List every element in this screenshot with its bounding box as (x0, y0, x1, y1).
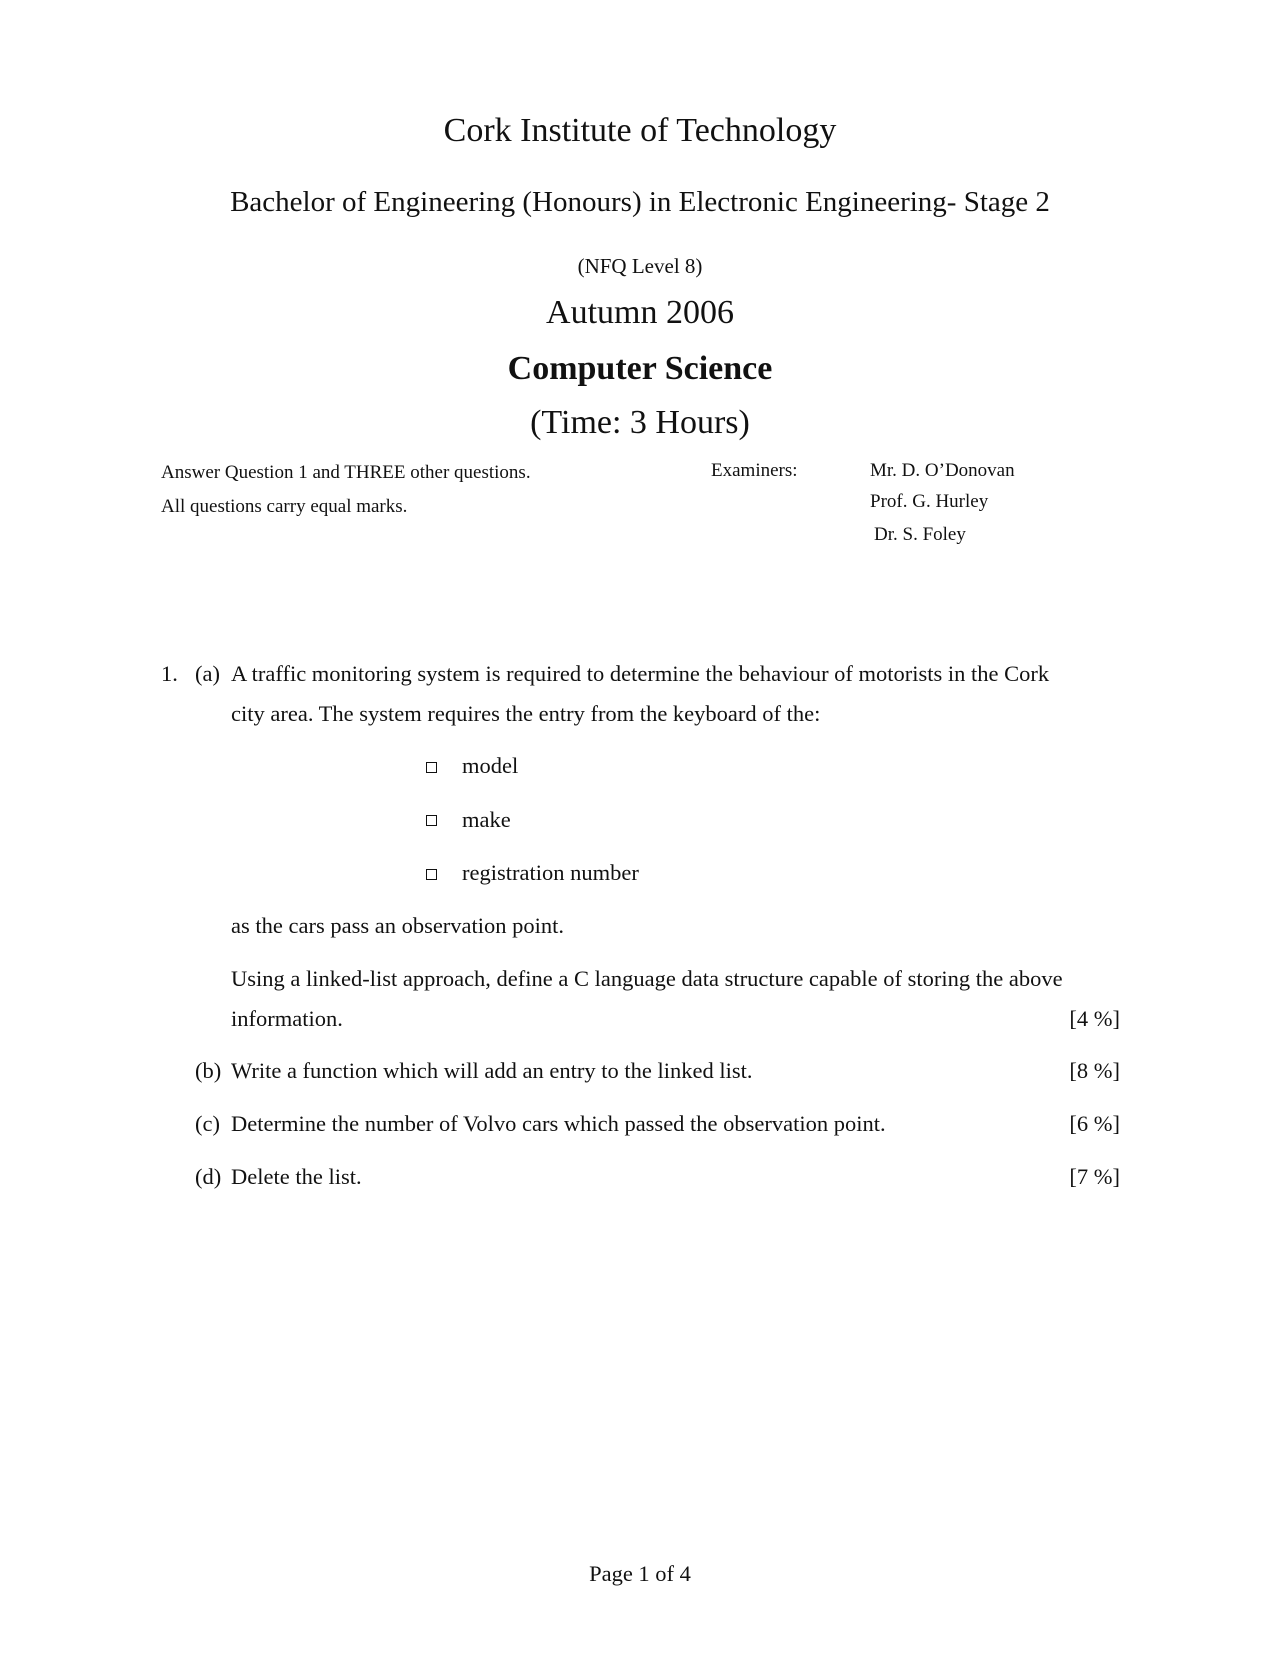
bullet-item: make (462, 807, 511, 832)
part-d-marks: [7 %] (1069, 1164, 1120, 1189)
part-a-text-line: information. (231, 1006, 343, 1031)
instruction-marks: All questions carry equal marks. (161, 496, 408, 517)
part-d-text: Delete the list. (231, 1164, 362, 1189)
square-bullet-icon (426, 815, 437, 826)
examiners-label: Examiners: (711, 460, 798, 481)
part-c-text: Determine the number of Volvo cars which passed the observation point. (231, 1111, 886, 1136)
part-b-marks: [8 %] (1069, 1058, 1120, 1083)
bullet-item: model (462, 753, 519, 778)
part-b-label: (b) (195, 1058, 222, 1083)
square-bullet-icon (426, 762, 437, 773)
institute-title: Cork Institute of Technology (443, 112, 837, 149)
instruction-answer: Answer Question 1 and THREE other questions. (161, 462, 531, 483)
part-a-text-line: as the cars pass an observation point. (231, 913, 565, 938)
subject-title: Computer Science (507, 350, 773, 387)
part-d-label: (d) (195, 1164, 222, 1189)
part-a-marks: [4 %] (1069, 1006, 1120, 1031)
bullet-item: registration number (462, 860, 639, 885)
examiner-name: Prof. G. Hurley (870, 491, 989, 512)
part-a-label: (a) (195, 661, 220, 686)
part-a-text-line: city area. The system requires the entry from the keyboard of the: (231, 701, 821, 726)
part-c-marks: [6 %] (1069, 1111, 1120, 1136)
part-b-text: Write a function which will add an entry to the linked list. (231, 1058, 753, 1083)
part-a-text-line: Using a linked-list approach, define a C language data structure capable of storing the above (231, 966, 1063, 991)
exam-duration: (Time: 3 Hours) (530, 404, 750, 441)
examiner-name: Dr. S. Foley (874, 524, 966, 545)
exam-session: Autumn 2006 (546, 294, 734, 331)
question-number: 1. (161, 661, 178, 686)
programme-title: Bachelor of Engineering (Honours) in Electronic Engineering- Stage 2 (230, 186, 1050, 218)
square-bullet-icon (426, 869, 437, 880)
part-c-label: (c) (195, 1111, 220, 1136)
nfq-level: (NFQ Level 8) (577, 254, 703, 278)
examiner-name: Mr. D. O’Donovan (870, 460, 1015, 481)
page-number: Page 1 of 4 (589, 1561, 691, 1586)
part-a-text-line: A traffic monitoring system is required to determine the behaviour of motorists in the Cork (231, 661, 1050, 686)
